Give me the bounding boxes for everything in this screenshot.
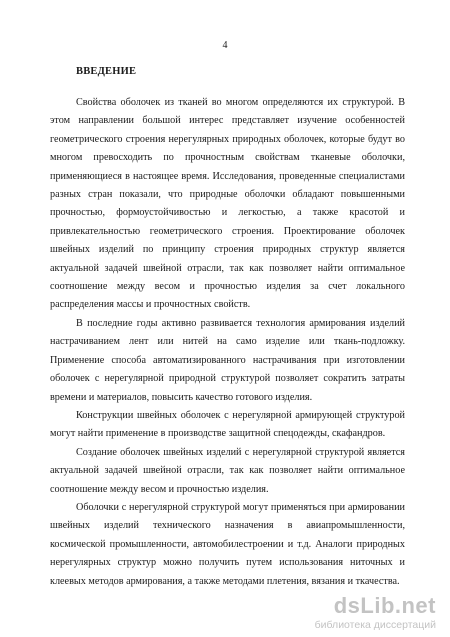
paragraph-3: Конструкции швейных оболочек с нерегулярной армирующей структурой могут найти применение в производстве защитной спецодежды, скафандров. [50, 409, 405, 440]
watermark-subtitle: библиотека диссертаций [314, 619, 436, 631]
page-number: 4 [222, 40, 228, 51]
paragraph-4: Создание оболочек швейных изделий с нерегулярной структурой является актуальной задачей швейной отрасли, так как позволяет найти оптимальное соотношение между весом и прочностью изделия. [50, 446, 405, 495]
section-heading: ВВЕДЕНИЕ [76, 66, 137, 77]
site-watermark [286, 595, 436, 631]
body-text [50, 94, 405, 591]
paragraph-2: В последние годы активно развивается технология армирования изделий настрачиванием лент или нитей на само изделие или ткань-подложку. Применение способа автоматизированного настрачивания при изготовлении оболочек с нерегулярной природной структурой позволяет сократить затраты времени и материалов, повысить качество готового изделия. [50, 317, 405, 403]
watermark-logo: dsLib.net [333, 593, 436, 618]
paragraph-5: Оболочки с нерегулярной структурой могут применяться при армировании швейных изделий технического назначения в авиапромышленности, космической промышленности, автомобилестроении и т.д. Аналоги природных нерегулярных структур можно получить путем использования ниточных и клеевых методов армирования, а также методами плетения, вязания и ткачества. [50, 501, 405, 587]
paragraph-1: Свойства оболочек из тканей во многом определяются их структурой. В этом направлении большой интерес представляет изучение особенностей геометрического строения нерегулярных природных оболочек, которые будут во многом превосходить по прочностным свойствам тканевые оболочки, применяющиеся в настоящее время. Исследования, проведенные специалистами разных стран показали, что природные оболочки обладают повышенными прочностью, формоустойчивостью и легкостью, а также красотой и привлекательностью геометрического строения. Проектирование оболочек швейных изделий по принципу строения природных структур является актуальной задачей швейной отрасли, так как позволяет найти оптимальное соотношение между весом и прочностью изделия за счет локального распределения массы и прочностных свойств. [50, 97, 405, 311]
